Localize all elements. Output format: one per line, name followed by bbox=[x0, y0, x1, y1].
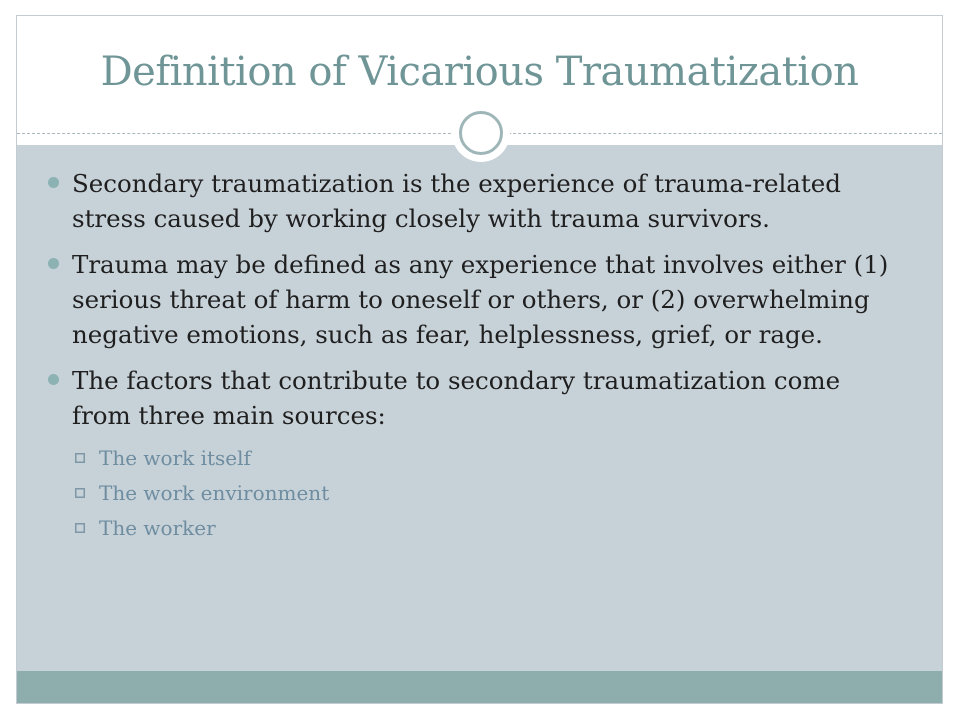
sub-bullet-list bbox=[72, 441, 902, 546]
bullet-text: Trauma may be defined as any experience that involves either (1) serious threat of harm to oneself or others, or (2) overwhelming negative emotions, such as fear, helplessness, grief, or rage. bbox=[72, 250, 889, 349]
hollow-square-bullet-icon bbox=[75, 523, 85, 533]
bullet-item bbox=[42, 363, 902, 546]
sub-bullet-item bbox=[72, 511, 902, 546]
sub-bullet-text: The worker bbox=[99, 516, 216, 540]
bullet-dot-icon bbox=[48, 258, 59, 269]
bullet-item bbox=[42, 166, 902, 236]
sub-bullet-text: The work environment bbox=[99, 481, 330, 505]
sub-bullet-item bbox=[72, 441, 902, 476]
bullet-text: The factors that contribute to secondary traumatization come from three main sources: bbox=[72, 366, 841, 430]
sub-bullet-text: The work itself bbox=[99, 446, 251, 470]
footer-band bbox=[17, 671, 942, 703]
bullet-text: Secondary traumatization is the experience of trauma-related stress caused by working closely with trauma survivors. bbox=[72, 169, 841, 233]
sub-bullet-item bbox=[72, 476, 902, 511]
bullet-dot-icon bbox=[48, 177, 59, 188]
circle-ring-ornament-icon bbox=[452, 104, 510, 162]
bullet-dot-icon bbox=[48, 374, 59, 385]
bullet-list bbox=[42, 166, 902, 557]
hollow-square-bullet-icon bbox=[75, 488, 85, 498]
slide-title: Definition of Vicarious Traumatization bbox=[100, 49, 859, 95]
ornament-ring bbox=[459, 111, 503, 155]
hollow-square-bullet-icon bbox=[75, 453, 85, 463]
bullet-item bbox=[42, 247, 902, 352]
